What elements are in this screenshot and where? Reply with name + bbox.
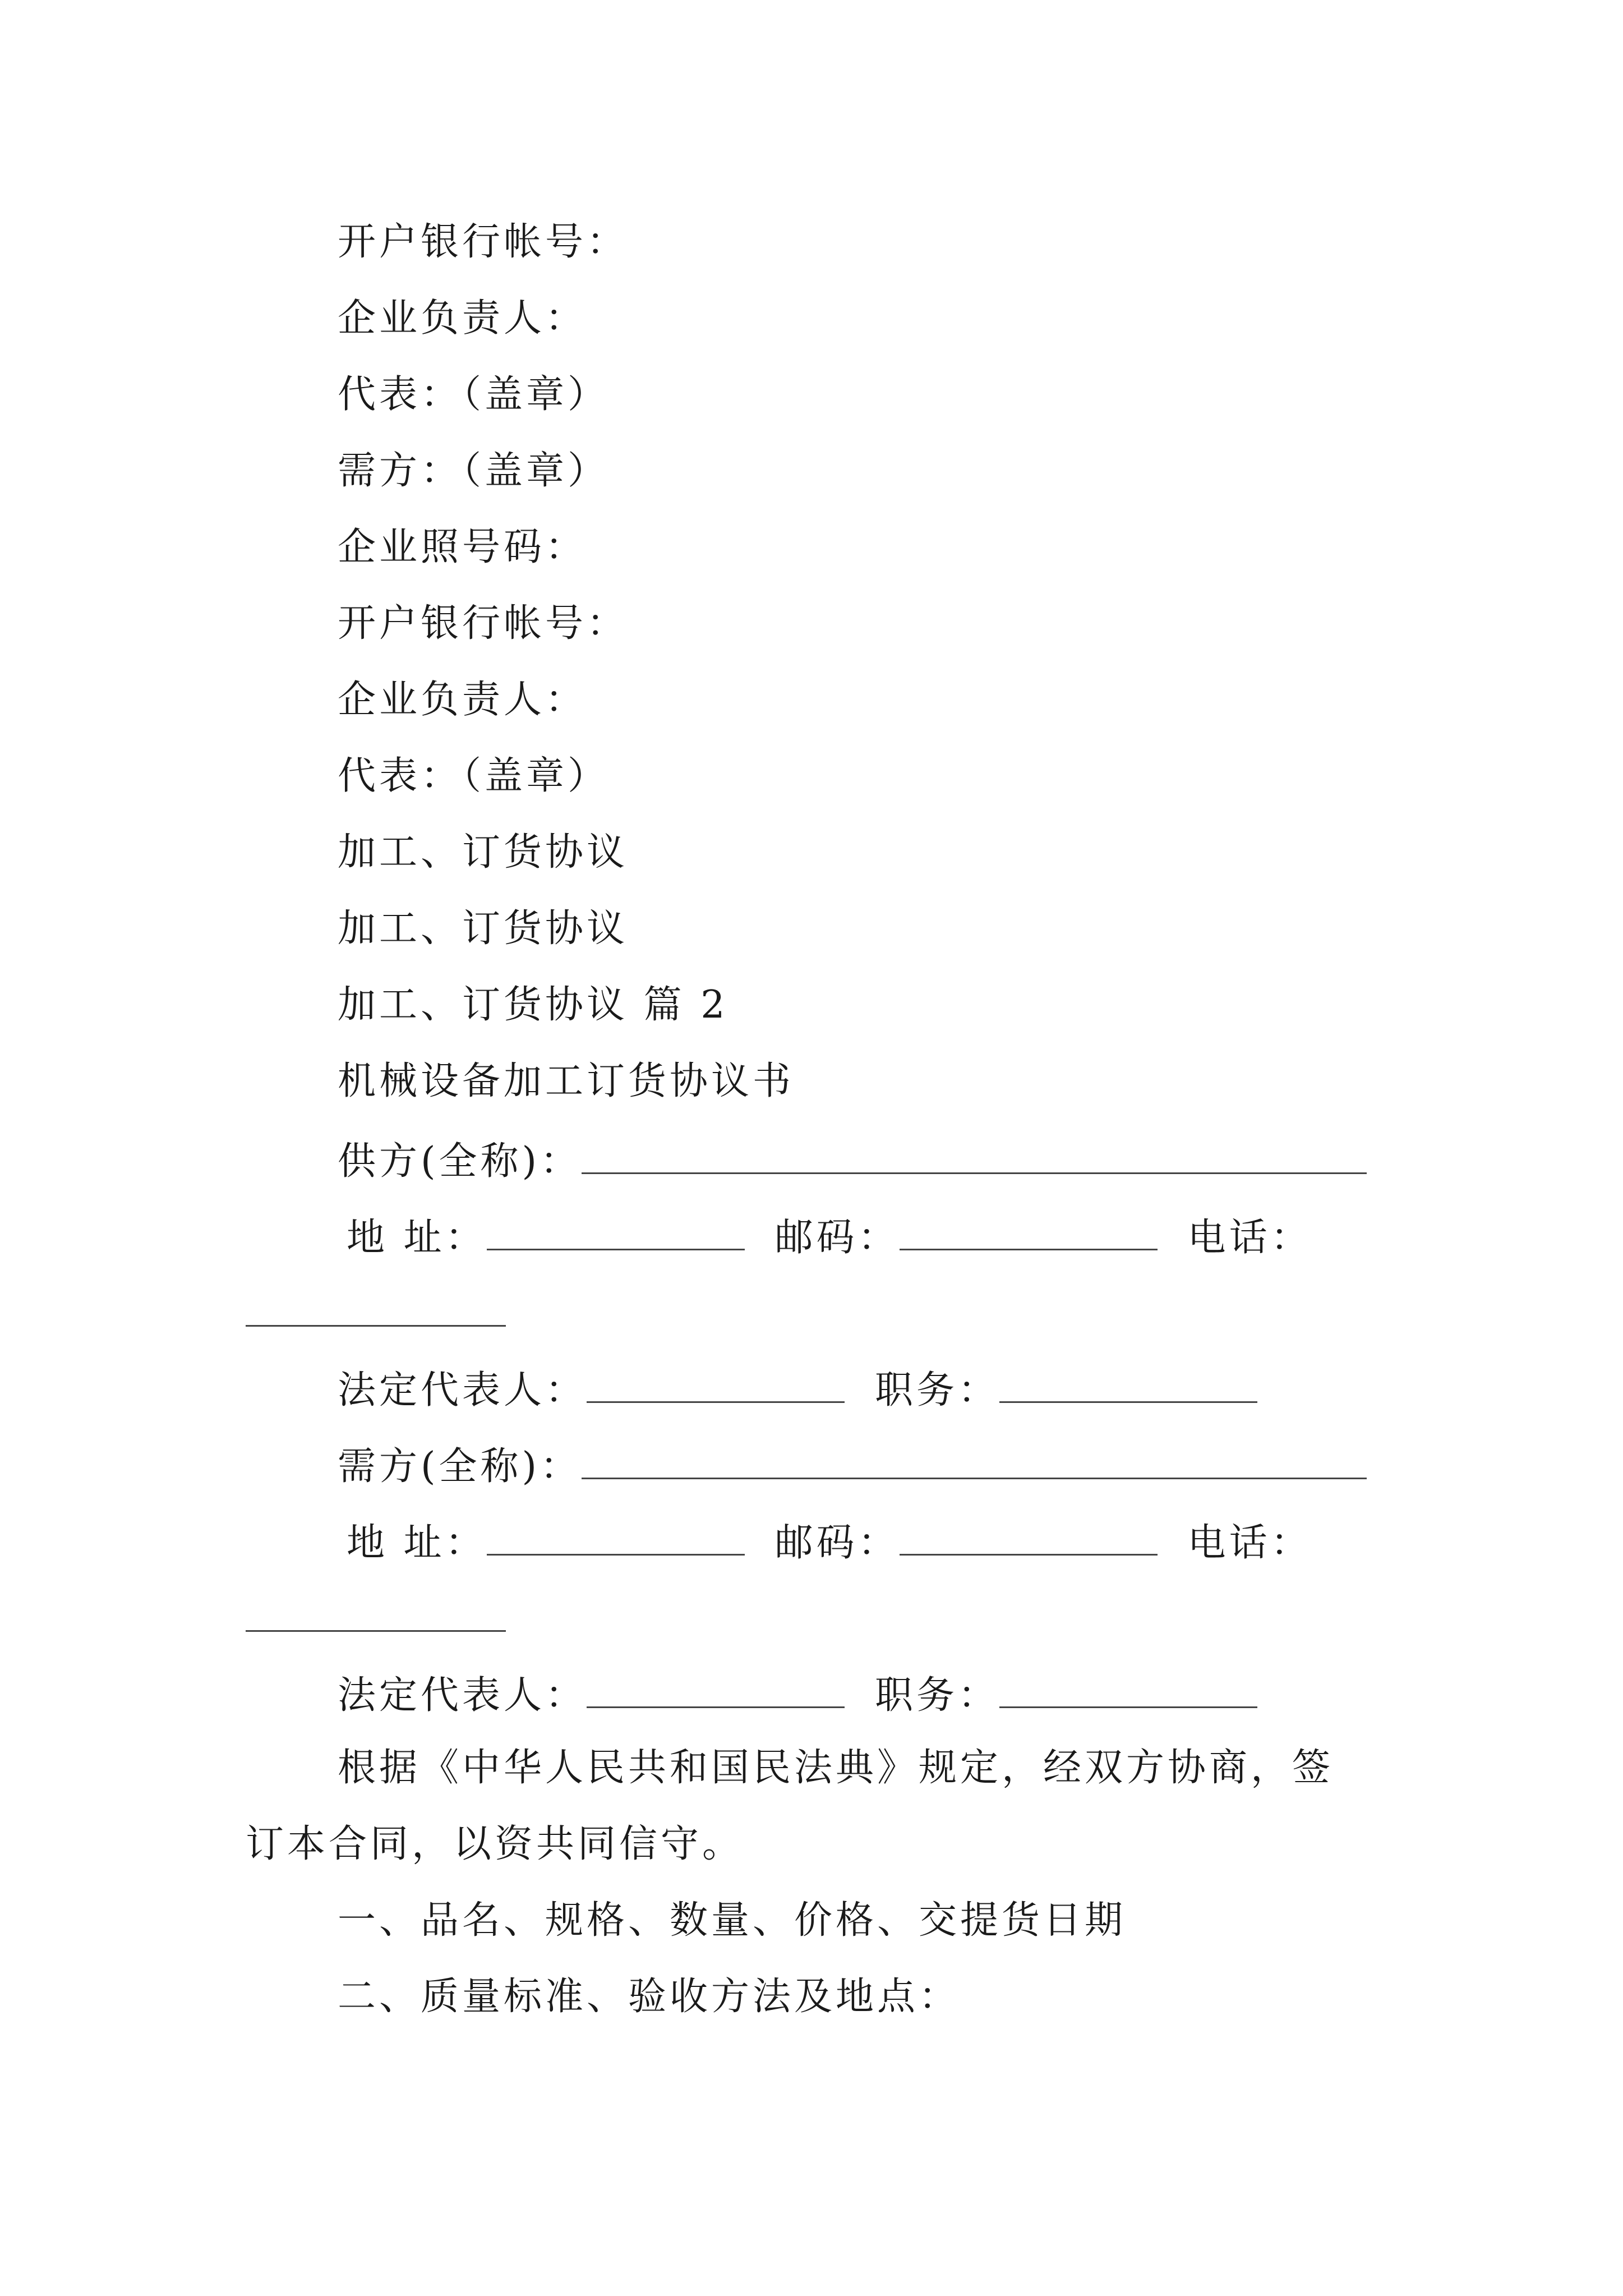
buyer-postcode-label: 邮码： [774, 1521, 900, 1565]
buyer-address-row [347, 1517, 1312, 1566]
heading-processing-agreement-2: 加工、订货协议 [338, 907, 629, 951]
supplier-title-field[interactable] [999, 1364, 1257, 1403]
buyer-name-row [338, 1441, 1367, 1489]
supplier-postcode-field[interactable] [900, 1212, 1158, 1250]
supplier-name-label: 供方(全称)： [338, 1139, 582, 1184]
heading-part-2: 加工、订货协议 篇 2 [338, 983, 728, 1027]
supplier-address-label: 地 址： [347, 1216, 487, 1260]
buyer-rep-row [338, 1669, 1257, 1718]
supplier-rep-row [338, 1364, 1257, 1413]
buyer-rep-field[interactable] [587, 1669, 845, 1708]
section-2-heading: 二、质量标准、验收方法及地点： [338, 1975, 961, 2019]
preamble-line-2: 订本合同，以资共同信守。 [246, 1822, 744, 1866]
buyer-name-label: 需方(全称)： [338, 1444, 582, 1489]
bank-account-label: 开户银行帐号： [338, 220, 629, 264]
buyer-phone-label: 电话： [1187, 1521, 1312, 1565]
buyer-title-label: 职务： [875, 1673, 1000, 1718]
document-title: 机械设备加工订货协议书 [338, 1059, 795, 1103]
section-1-heading: 一、品名、规格、数量、价格、交提货日期 [338, 1898, 1127, 1943]
buyer-title-field[interactable] [999, 1669, 1257, 1708]
supplier-postcode-label: 邮码： [774, 1216, 900, 1260]
preamble-line-1: 根据《中华人民共和国民法典》规定，经双方协商，签 [338, 1746, 1334, 1790]
bank-account-label-2: 开户银行帐号： [338, 601, 629, 646]
buyer-seal-label: 需方：（盖章） [338, 449, 610, 493]
supplier-phone-field[interactable] [246, 1288, 506, 1327]
buyer-name-field[interactable] [582, 1441, 1367, 1479]
buyer-phone-field[interactable] [246, 1593, 506, 1632]
supplier-address-row [347, 1212, 1312, 1260]
supplier-address-field[interactable] [487, 1212, 745, 1250]
supplier-phone-label: 电话： [1187, 1216, 1312, 1260]
representative-seal-label-2: 代表：（盖章） [338, 754, 610, 798]
buyer-phone-row [246, 1593, 506, 1642]
supplier-title-label: 职务： [875, 1368, 1000, 1412]
enterprise-license-label: 企业照号码： [338, 525, 587, 569]
enterprise-head-label: 企业负责人： [338, 296, 587, 341]
buyer-postcode-field[interactable] [900, 1517, 1158, 1556]
supplier-name-row [338, 1135, 1367, 1184]
supplier-rep-field[interactable] [587, 1364, 845, 1403]
supplier-rep-label: 法定代表人： [338, 1368, 587, 1412]
buyer-address-label: 地 址： [347, 1521, 487, 1565]
supplier-phone-row [246, 1288, 506, 1337]
supplier-name-field[interactable] [582, 1135, 1367, 1174]
heading-processing-agreement: 加工、订货协议 [338, 830, 629, 875]
buyer-rep-label: 法定代表人： [338, 1673, 587, 1718]
enterprise-head-label-2: 企业负责人： [338, 678, 587, 722]
representative-seal-label: 代表：（盖章） [338, 372, 610, 417]
buyer-address-field[interactable] [487, 1517, 745, 1556]
